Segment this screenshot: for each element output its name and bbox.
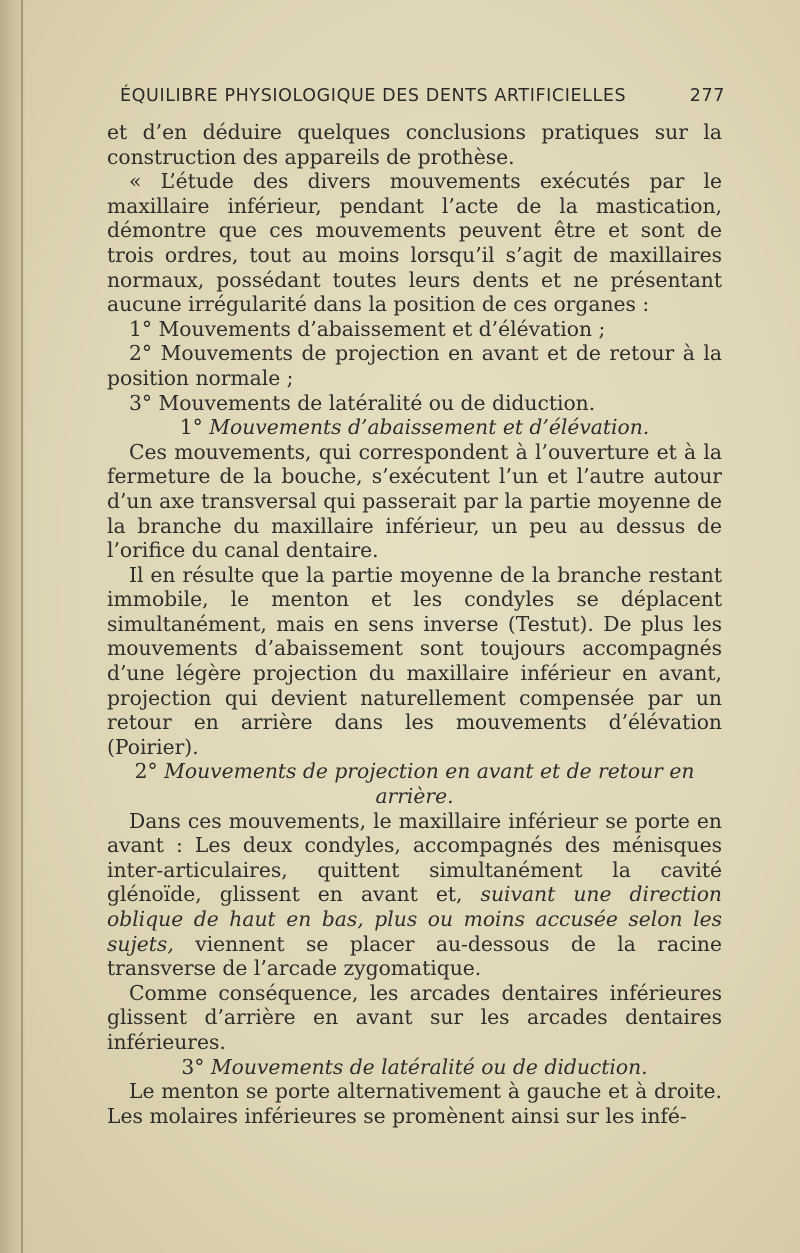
paragraph-section-2-a-end: viennent se placer au-dessous de la racine transverse de l’arcade zygomatique. bbox=[107, 931, 722, 981]
section-heading-2-number: 2° bbox=[134, 759, 158, 784]
section-heading-3-text: Mouvements de latéralité ou de diduction. bbox=[210, 1054, 648, 1079]
binding-edge bbox=[21, 0, 23, 1253]
paragraph-continuation: et d’en déduire quelques conclusions pratiques sur la construction des appareils de prothèse. bbox=[107, 120, 722, 169]
list-item-1: 1° Mouvements d’abaissement et d’élévation ; bbox=[129, 316, 606, 341]
section-heading-1-text: Mouvements d’abaissement et d’élévation. bbox=[209, 415, 650, 440]
page-number: 277 bbox=[689, 86, 725, 106]
paragraph-section-1-a: Ces mouvements, qui correspondent à l’ouverture et à la fermeture de la bouche, s’exécutent l’un et l’autre autour d’un axe transversal qui passerait par la partie moyenne de la branche du maxillaire inférieur, un peu au dessus de l’orifice du canal dentaire. bbox=[107, 439, 722, 563]
paragraph-section-2-b: Comme conséquence, les arcades dentaires inférieures glissent d’arrière en avant sur les arcades dentaires inférieures. bbox=[107, 980, 722, 1054]
paragraph-quote-intro: « L’étude des divers mouvements exécutés par le maxillaire inférieur, pendant l’acte de la mastication, démontre que ces mouvements peuvent être et sont de trois ordres, tout au moins lorsqu’il s’agit de maxillaires normaux, possédant toutes leurs dents et ne présentant aucune irrégularité dans la position de ces organes : bbox=[107, 169, 722, 317]
running-header bbox=[120, 86, 725, 112]
section-heading-1 bbox=[107, 415, 722, 440]
paragraph-section-3-a: Le menton se porte alternativement à gauche et à droite. Les molaires inférieures se promènent ainsi sur les infé- bbox=[107, 1079, 722, 1128]
paragraph-section-1-b: Il en résulte que la partie moyenne de la branche restant immobile, le menton et les condyles se déplacent simultanément, mais en sens inverse (Testut). De plus les mouvements d’abaissement sont toujours accompagnés d’une légère projection du maxillaire inférieur en avant, projection qui devient naturellement compensée par un retour en arrière dans les mouvements d’élévation (Poirier). bbox=[107, 562, 722, 759]
running-title: ÉQUILIBRE PHYSIOLOGIQUE DES DENTS ARTIFICIELLES bbox=[120, 86, 627, 106]
section-heading-3-number: 3° bbox=[181, 1054, 205, 1079]
section-heading-2 bbox=[107, 759, 722, 808]
list-item-3: 3° Mouvements de latéralité ou de diduction. bbox=[129, 390, 596, 415]
section-heading-3 bbox=[107, 1055, 722, 1080]
paragraph-section-2-a-italic: suivant une direction oblique de haut en bas, plus ou moins accusée selon les sujets, bbox=[107, 882, 722, 956]
paragraph-section-2-a bbox=[107, 809, 722, 981]
section-heading-2-text: Mouvements de projection en avant et de retour en arrière. bbox=[164, 759, 695, 809]
body-text bbox=[107, 120, 722, 1128]
section-heading-1-number: 1° bbox=[179, 415, 203, 440]
list-item-2: 2° Mouvements de projection en avant et de retour à la position normale ; bbox=[107, 341, 722, 390]
paragraph-section-2-a-start: Dans ces mouvements, le maxillaire inférieur se porte en avant : Les deux condyles, accompagnés des ménisques inter-articulaires, quittent simultanément la cavité glénoïde, glissent en avant et, bbox=[107, 808, 722, 907]
